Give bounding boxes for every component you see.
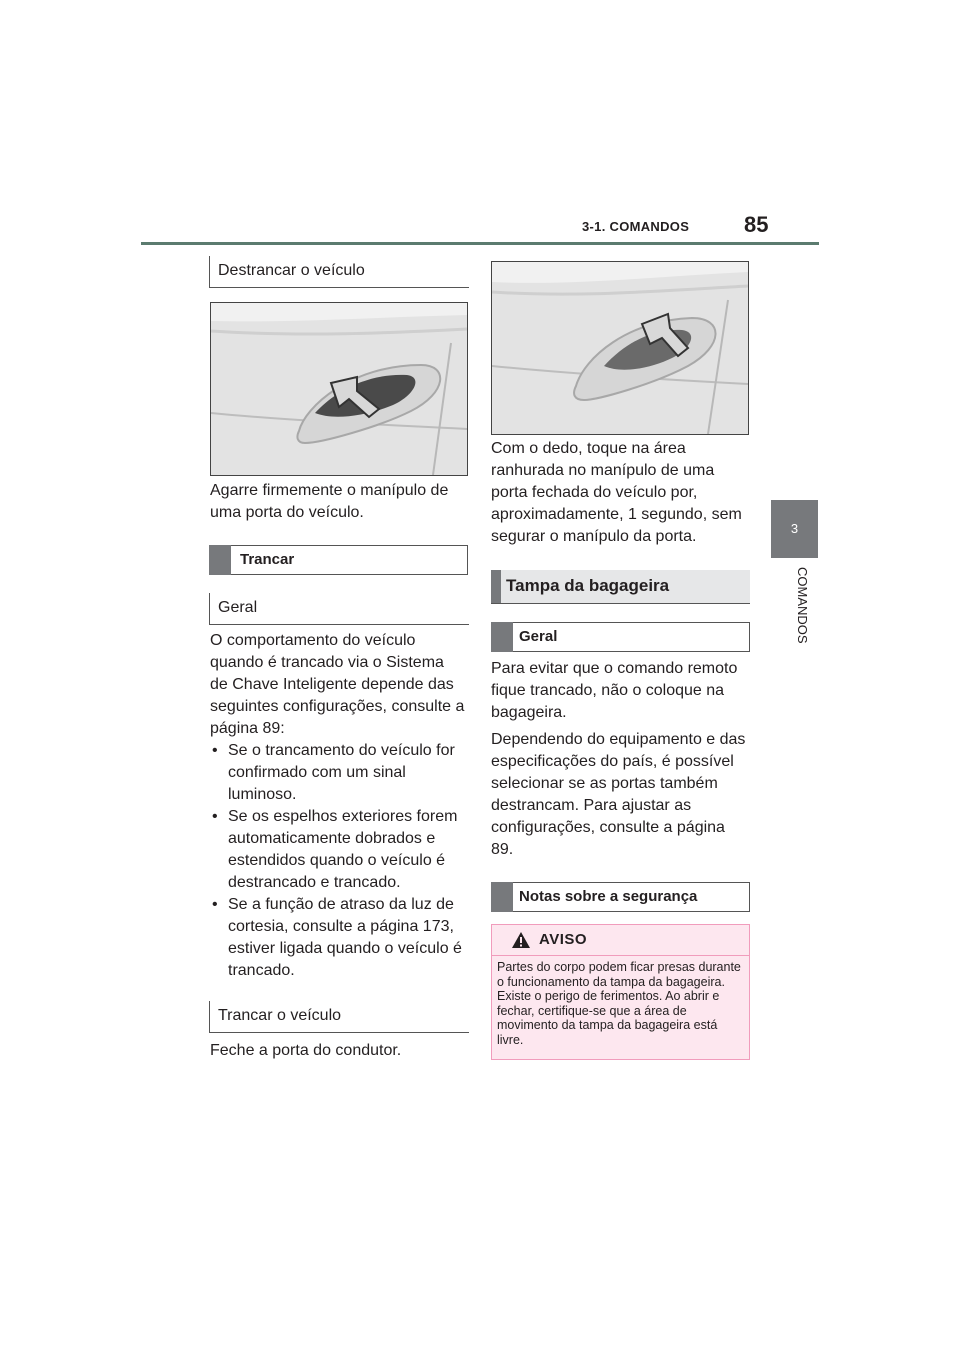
lock-vehicle-text: Feche a porta do condutor. [210, 1042, 402, 1059]
side-tab [771, 500, 818, 558]
warning-text: Partes do corpo podem ficar presas durante o funcionamento da tampa da bagageira. Existe o perigo de ferimentos. Ao abrir e fechar, certifique-se que a área de movimento da tampa da bagageira está livre. [497, 960, 741, 1047]
trunk-general-heading-bar [491, 622, 513, 652]
bullet-text: Se o trancamento do veículo for confirmado com um sinal luminoso. [228, 742, 455, 803]
general-intro: O comportamento do veículo quando é trancado via o Sistema de Chave Inteligente depende das seguintes configurações, consulte a página 89: [210, 632, 465, 737]
safety-heading-bar [491, 882, 513, 912]
list-item: • Se a função de atraso da luz de cortesia, consulte a página 173, estiver ligada quando o veículo é trancado. [212, 896, 462, 979]
bullet-text: Se os espelhos exteriores forem automaticamente dobrados e estendidos quando o veículo é destrancado e trancado. [228, 808, 458, 891]
side-tab-number: 3 [790, 521, 799, 536]
safety-heading-box [491, 882, 750, 912]
lock-vehicle-heading: Trancar o veículo [218, 1007, 342, 1024]
trunk-general-heading-box [491, 622, 750, 652]
door-handle-photo-unlock [210, 302, 468, 476]
list-item: • Se o trancamento do veículo for confirmado com um sinal luminoso. [212, 742, 455, 803]
lock-heading-bar [209, 545, 231, 575]
safety-heading: Notas sobre a segurança [519, 888, 698, 905]
chapter-title: 3-1. COMANDOS [582, 219, 690, 234]
header-rule [141, 242, 819, 245]
door-handle-photo-lock [491, 261, 749, 435]
trunk-heading: Tampa da bagageira [506, 576, 670, 595]
unlock-text: Agarre firmemente o manípulo de uma porta do veículo. [210, 482, 449, 521]
lock-heading-box [209, 545, 468, 575]
trunk-paragraph-2: Dependendo do equipamento e das especificações do país, é possível selecionar se as portas também destrancam. Para ajustar as configurações, consulte a página 89. [491, 731, 746, 858]
page-number: 85 [744, 212, 769, 237]
warning-box [491, 924, 750, 1060]
trunk-heading-box [491, 570, 750, 604]
list-item: • Se os espelhos exteriores forem automaticamente dobrados e estendidos quando o veículo é destrancado e trancado. [212, 808, 458, 891]
warning-triangle-icon [511, 931, 531, 949]
unlock-heading-box [209, 256, 469, 288]
warning-header [492, 925, 749, 956]
unlock-heading: Destrancar o veículo [218, 262, 365, 279]
general-heading: Geral [218, 599, 258, 616]
side-tab-label: COMANDOS [795, 567, 810, 644]
general-heading-box [209, 593, 469, 625]
bullet-text: Se a função de atraso da luz de cortesia, consulte a página 173, estiver ligada quando o veículo é trancado. [228, 896, 462, 979]
lock-vehicle-heading-box [209, 1001, 469, 1033]
settings-list [210, 740, 466, 982]
trunk-general-heading: Geral [519, 628, 558, 645]
trunk-paragraph-1: Para evitar que o comando remoto fique trancado, não o coloque na bagageira. [491, 660, 738, 721]
lock-heading: Trancar [240, 551, 295, 568]
trunk-heading-bar [491, 570, 501, 603]
touch-text: Com o dedo, toque na área ranhurada no manípulo de uma porta fechada do veículo por, aproximadamente, 1 segundo, sem segurar o manípulo da porta. [491, 440, 742, 545]
warning-title: AVISO [539, 931, 588, 948]
